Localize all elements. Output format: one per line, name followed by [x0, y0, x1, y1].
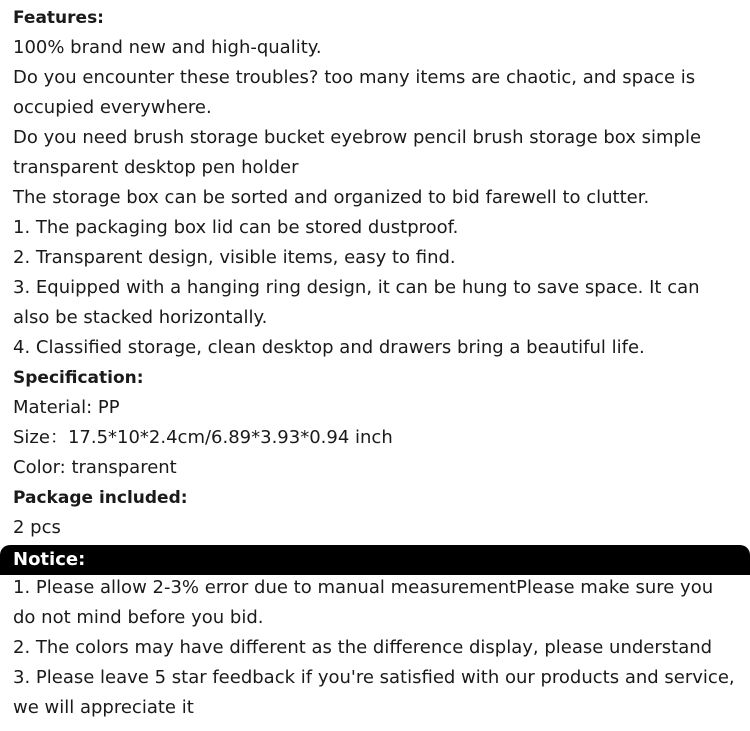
- spec-line: Color: transparent: [13, 457, 177, 478]
- feature-line: 3. Equipped with a hanging ring design, it can be hung to save space. It can also be stacked horizontally.: [13, 277, 700, 328]
- notice-bar: [0, 545, 750, 575]
- notice-line: 3. Please leave 5 star feedback if you're satisfied with our products and service, we will appreciate it: [13, 667, 735, 718]
- feature-line: The storage box can be sorted and organized to bid farewell to clutter.: [13, 187, 650, 208]
- notice-line: 2. The colors may have different as the difference display, please understand: [13, 637, 713, 658]
- package-heading: Package included:: [13, 488, 188, 508]
- spec-line: Size：17.5*10*2.4cm/6.89*3.93*0.94 inch: [13, 427, 393, 448]
- feature-line: Do you need brush storage bucket eyebrow pencil brush storage box simple transparent desktop pen holder: [13, 127, 702, 178]
- notice-line: 1. Please allow 2-3% error due to manual measurementPlease make sure you do not mind before you bid.: [13, 577, 714, 628]
- features-heading: Features:: [13, 8, 104, 28]
- specification-heading: Specification:: [13, 368, 144, 388]
- feature-line: 2. Transparent design, visible items, easy to find.: [13, 247, 456, 268]
- feature-line: 100% brand new and high-quality.: [13, 37, 322, 58]
- notice-heading: Notice:: [13, 549, 86, 570]
- feature-line: 1. The packaging box lid can be stored dustproof.: [13, 217, 459, 238]
- spec-line: Material: PP: [13, 397, 120, 418]
- package-line: 2 pcs: [13, 517, 61, 538]
- feature-line: Do you encounter these troubles? too many items are chaotic, and space is occupied everywhere.: [13, 67, 696, 118]
- notice-section: [13, 573, 740, 723]
- feature-line: 4. Classified storage, clean desktop and drawers bring a beautiful life.: [13, 337, 645, 358]
- description-section: [13, 3, 740, 543]
